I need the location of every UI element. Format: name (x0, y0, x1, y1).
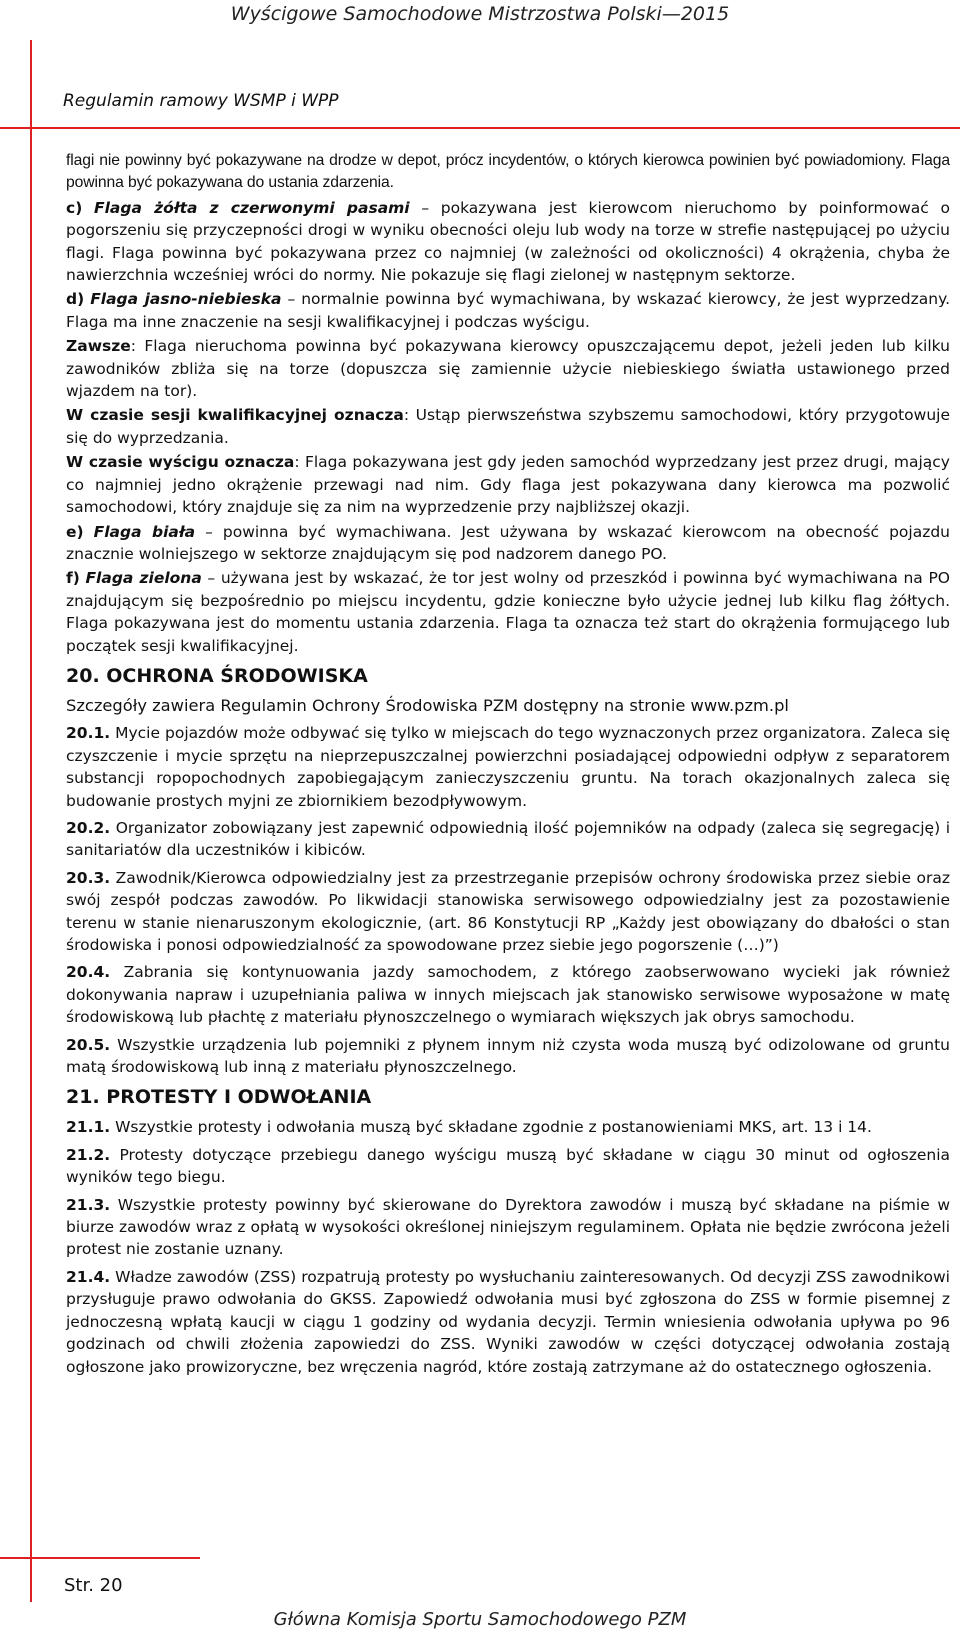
clause-number: 20.1. (66, 724, 111, 743)
clause-text: Wszystkie protesty powinny być skierowane do Dyrektora zawodów i muszą być składane na piśmie w biurze zawodów wraz z opłatą w wysokości określonej niniejszym regulaminem. Opłata nie będzie zwrócona jeżeli protest nie zostanie uznany. (66, 1195, 950, 1259)
section-21-heading: 21. PROTESTY I ODWOŁANIA (66, 1086, 372, 1109)
document-title: Regulamin ramowy WSMP i WPP (63, 91, 339, 111)
flag-c-label: c) (66, 198, 83, 217)
clause-21-4 (66, 1266, 950, 1378)
clause-number: 20.3. (66, 868, 111, 887)
flag-e-name: Flaga biała (93, 522, 196, 541)
race-label: W czasie wyścigu oznacza (66, 453, 295, 472)
clause-20-4 (66, 961, 950, 1028)
clause-21-3 (66, 1194, 950, 1261)
clause-20-3 (66, 867, 950, 957)
clause-number: 21.2. (66, 1145, 111, 1164)
clause-text: Wszystkie urządzenia lub pojemniki z płynem innym niż czysta woda muszą być odizolowane od gruntu matą środowiskową lub inną z materiału płynoszczelnego. (66, 1035, 950, 1077)
flag-c-text: – pokazywana jest kierowcom nieruchomo by poinformować o pogorszeniu się przyczepności drogi w wyniku obecności oleju lub wody na torze w strefie następującej po użyciu flagi. Flaga powinna być pokazywana przez co najmniej (w zależności od okoliczności) 4 okrążenia, chyba że nawierzchnia wcześniej wróci do normy. Nie pokazuje się flagi zielonej w następnym sektorze. (66, 198, 950, 285)
always-label: Zawsze (66, 337, 131, 356)
clause-text: Władze zawodów (ZSS) rozpatrują protesty po wysłuchaniu zainteresowanych. Od decyzji ZSS zawodnikowi przysługuje prawo odwołania do GKSS. Zapowiedź odwołania musi być zgłoszona do ZSS w formie pisemnej z jednoczesną wpłatą kaucji w ciągu 1 godziny od wydania decyzji. Termin wniesienia odwołania upływa po 96 godzinach od chwili złożenia zapowiedzi do ZSS. Wyniki zawodów w części dotyczącej odwołania zostają ogłoszone jako prowizoryczne, bez wręczenia nagród, które zostają zatrzymane aż do ostatecznego ogłoszenia. (66, 1267, 950, 1376)
running-footer: Główna Komisja Sportu Samochodowego PZM (273, 1609, 687, 1630)
clause-text: Protesty dotyczące przebiegu danego wyścigu muszą być składane w ciągu 30 minut od ogłoszenia wyników tego biegu. (66, 1145, 950, 1187)
flag-f-name: Flaga zielona (85, 569, 202, 588)
flag-d-name: Flaga jasno-niebieska (90, 290, 282, 309)
flag-e-text: – powinna być wymachiwana. Jest używana by wskazać kierowcom na obecność pojazdu znacznie wolniejszego w sektorze znajdującym się pod nadzorem danego PO. (66, 522, 950, 563)
clause-text: Zawodnik/Kierowca odpowiedzialny jest za przestrzeganie przepisów ochrony środowiska przez siebie oraz swój zespół podczas zawodów. Po likwidacji stanowiska serwisowego odpowiedzialny jest za pozostawienie terenu w stanie nienaruszonym ekologicznie, (art. 86 Konstytucji RP „Każdy jest obowiązany do dbałości o stan środowiska i ponosi odpowiedzialność za spowodowane przez siebie jego pogorszenie (…)”) (66, 868, 950, 954)
race-text: : Flaga pokazywana jest gdy jeden samochód wyprzedzany jest przez drugi, mający co najmniej jedno okrążenie przewagi nad nim. Gdy flaga jest pokazywana dany kierowca ma pozwolić samochodowi, który znajduje się za nim na wyprzedzenie przy najbliższej okazji. (66, 453, 950, 517)
clause-number: 20.2. (66, 818, 111, 837)
clause-number: 20.4. (66, 963, 111, 982)
flag-d-qualifying-paragraph (66, 404, 950, 449)
flag-c-name: Flaga żółta z czerwonymi pasami (94, 198, 410, 217)
clause-number: 21.4. (66, 1267, 111, 1286)
always-text: : Flaga nieruchoma powinna być pokazywana kierowcy opuszczającemu depot, jeżeli jeden lub kilku zawodników zbliża się na torze (dopuszcza się zamiennie użycie niebieskiego światła ustawionego przed wjazdem na tor). (66, 337, 950, 401)
flag-d-label: d) (66, 290, 85, 309)
flag-d-always-paragraph (66, 335, 950, 402)
section-20-heading: 20. OCHRONA ŚRODOWISKA (66, 664, 368, 687)
section-20-items (66, 722, 950, 1078)
clause-20-5 (66, 1034, 950, 1079)
clause-number: 21.1. (66, 1118, 111, 1137)
flag-d-paragraph (66, 288, 950, 333)
clause-number: 21.3. (66, 1195, 111, 1214)
flag-e-label: e) (66, 522, 84, 541)
flag-d-text: – normalnie powinna być wymachiwana, by wskazać kierowcy, że jest wyprzedzany. Flaga ma inne znaczenie na sesji kwalifikacyjnej i podczas wyścigu. (66, 290, 950, 331)
page-number: Str. 20 (64, 1575, 123, 1596)
flag-c-paragraph (66, 197, 950, 287)
section-21-items (66, 1116, 950, 1377)
flag-f-label: f) (66, 569, 80, 588)
header-rule (0, 127, 960, 129)
footer-rule (0, 1557, 200, 1559)
clause-text: Organizator zobowiązany jest zapewnić odpowiednią ilość pojemników na odpady (zaleca się segregację) i sanitariatów dla uczestników i kibiców. (66, 818, 950, 860)
qualifying-label: W czasie sesji kwalifikacyjnej oznacza (66, 406, 404, 425)
flag-d-race-paragraph (66, 451, 950, 518)
clause-20-2 (66, 817, 950, 862)
clause-text: Mycie pojazdów może odbywać się tylko w miejscach do tego wyznaczonych przez organizatora. Zaleca się czyszczenie i mycie sprzętu na nieprzepuszczalnej powierzchni posiadającej odpowiedni odpływ z separatorem substancji ropopochodnych zapobiegającym zanieczyszczeniu gruntu. Na torach okazjonalnych zaleca się budowanie prostych myjni ze zbiornikiem bezodpływowym. (66, 724, 950, 810)
left-margin-rule (30, 40, 32, 1602)
flag-f-text: – używana jest by wskazać, że tor jest wolny od przeszkód i powinna być wymachiwana na PO znajdującym się bezpośrednio po miejscu incydentu, gdzie konieczne było użycie jednej lub kilku flag żółtych. Flaga pokazywana jest do momentu ustania zdarzenia. Flaga ta oznacza też start do okrążenia formującego lub początek sesji kwalifikacyjnej. (66, 569, 950, 655)
flag-f-paragraph (66, 567, 950, 657)
flags-paragraph-continued: flagi nie powinny być pokazywane na drodze w depot, prócz incydentów, o których kierowca powinien być powiadomiony. Flaga powinna być pokazywana do ustania zdarzenia. (66, 152, 950, 192)
clause-21-1 (66, 1116, 950, 1138)
body-content (66, 150, 950, 1383)
qualifying-text: : Ustąp pierwszeństwa szybszemu samochodowi, który przygotowuje się do wyprzedzania. (66, 406, 950, 447)
clause-21-2 (66, 1144, 950, 1189)
section-20-intro: Szczegóły zawiera Regulamin Ochrony Środowiska PZM dostępny na stronie www.pzm.pl (66, 695, 789, 715)
running-header: Wyścigowe Samochodowe Mistrzostwa Polski—2015 (230, 3, 730, 25)
clause-text: Wszystkie protesty i odwołania muszą być składane zgodnie z postanowieniami MKS, art. 13 i 14. (110, 1118, 872, 1137)
clause-text: Zabrania się kontynuowania jazdy samochodem, z którego zaobserwowano wycieki jak również dokonywania napraw i uzupełniania paliwa w innych miejscach jak stanowisko serwisowe wyposażone w matę środowiskową lub płachtę z materiału płynoszczelnego o wymiarach większych jak obrys samochodu. (66, 963, 950, 1027)
flag-e-paragraph (66, 521, 950, 566)
clause-20-1 (66, 722, 950, 812)
clause-number: 20.5. (66, 1035, 111, 1054)
